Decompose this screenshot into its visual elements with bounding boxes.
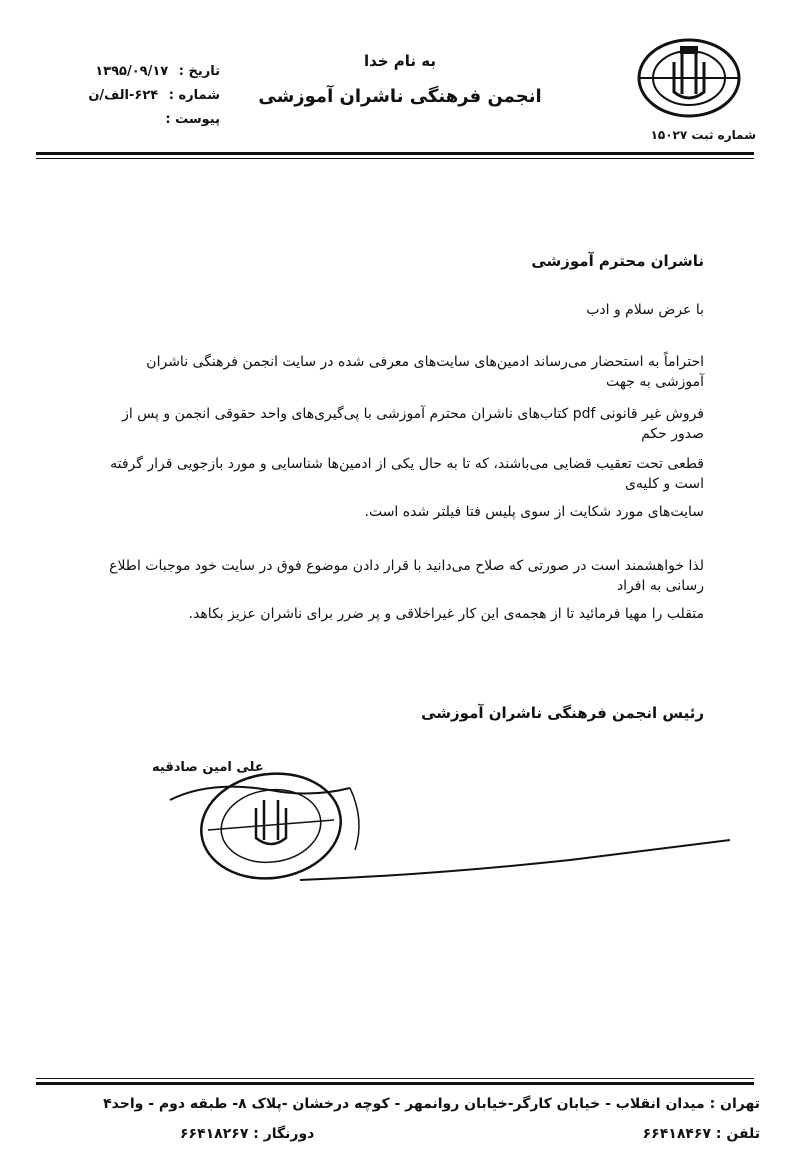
letter-salutation: با عرض سلام و ادب bbox=[586, 302, 704, 318]
footer-address: تهران : میدان انقلاب - خیابان کارگر-خیابان روانمهر - کوچه درخشان -پلاک ۸- طبقه دوم - واحد۴ bbox=[103, 1096, 760, 1112]
paragraph-1-line-3: قطعی تحت تعقیب قضایی می‌باشند، که تا به حال یکی از ادمین‌ها شناسایی و مورد بازجویی قرار گرفته است و کلیه‌ی bbox=[110, 456, 704, 492]
footer-phone: تلفن : ۶۶۴۱۸۴۶۷ bbox=[642, 1126, 760, 1142]
letter-meta bbox=[60, 60, 220, 132]
paragraph-1-line-1: احتراماً به استحضار می‌رساند ادمین‌های سایت‌های معرفی شده در سایت انجمن فرهنگی ناشران آموزشی به جهت bbox=[146, 354, 704, 390]
number-value: ۶۲۴-الف/ن bbox=[88, 88, 159, 103]
handwritten-signature bbox=[150, 760, 750, 910]
registration-number: شماره ثبت ۱۵۰۲۷ bbox=[650, 128, 756, 142]
meta-number bbox=[60, 84, 220, 108]
number-label: شماره : bbox=[168, 88, 220, 103]
paragraph-2-line-2: متقلب را مهیا فرمائید تا از هجمه‌ی این کار غیراخلاقی و پر ضرر برای ناشران عزیز بکاهد. bbox=[188, 606, 704, 622]
letter-greeting: ناشران محترم آموزشی bbox=[531, 252, 704, 270]
meta-date bbox=[60, 60, 220, 84]
meta-attachment bbox=[60, 108, 220, 132]
footer-divider-thick bbox=[36, 1082, 754, 1085]
paragraph-1-line-4: سایت‌های مورد شکایت از سوی پلیس فتا فیلتر شده است. bbox=[364, 504, 704, 520]
date-label: تاریخ : bbox=[178, 64, 220, 79]
header-divider-thin bbox=[36, 158, 754, 159]
footer-fax: دورنگار : ۶۶۴۱۸۲۶۷ bbox=[180, 1126, 315, 1142]
date-value: ۱۳۹۵/۰۹/۱۷ bbox=[95, 64, 169, 79]
paragraph-2-line-1: لذا خواهشمند است در صورتی که صلاح می‌دانید با قرار دادن موضوع فوق در سایت خود موجبات اطلاع رسانی به افراد bbox=[109, 558, 704, 594]
attachment-label: پیوست : bbox=[165, 112, 220, 127]
signer-title: رئیس انجمن فرهنگی ناشران آموزشی bbox=[421, 704, 704, 722]
header-divider-thick bbox=[36, 152, 754, 155]
paragraph-1-line-2: فروش غیر قانونی pdf کتاب‌های ناشران محترم آموزشی با پی‌گیری‌های واحد حقوقی انجمن و پس از صدور حکم bbox=[122, 406, 704, 442]
logo-emblem-icon bbox=[634, 32, 744, 122]
signer-name: علی امین صادقیه bbox=[152, 760, 264, 775]
footer-divider-thin bbox=[36, 1078, 754, 1079]
basmala: به نام خدا bbox=[363, 52, 437, 70]
organization-name: انجمن فرهنگی ناشران آموزشی bbox=[258, 86, 542, 107]
